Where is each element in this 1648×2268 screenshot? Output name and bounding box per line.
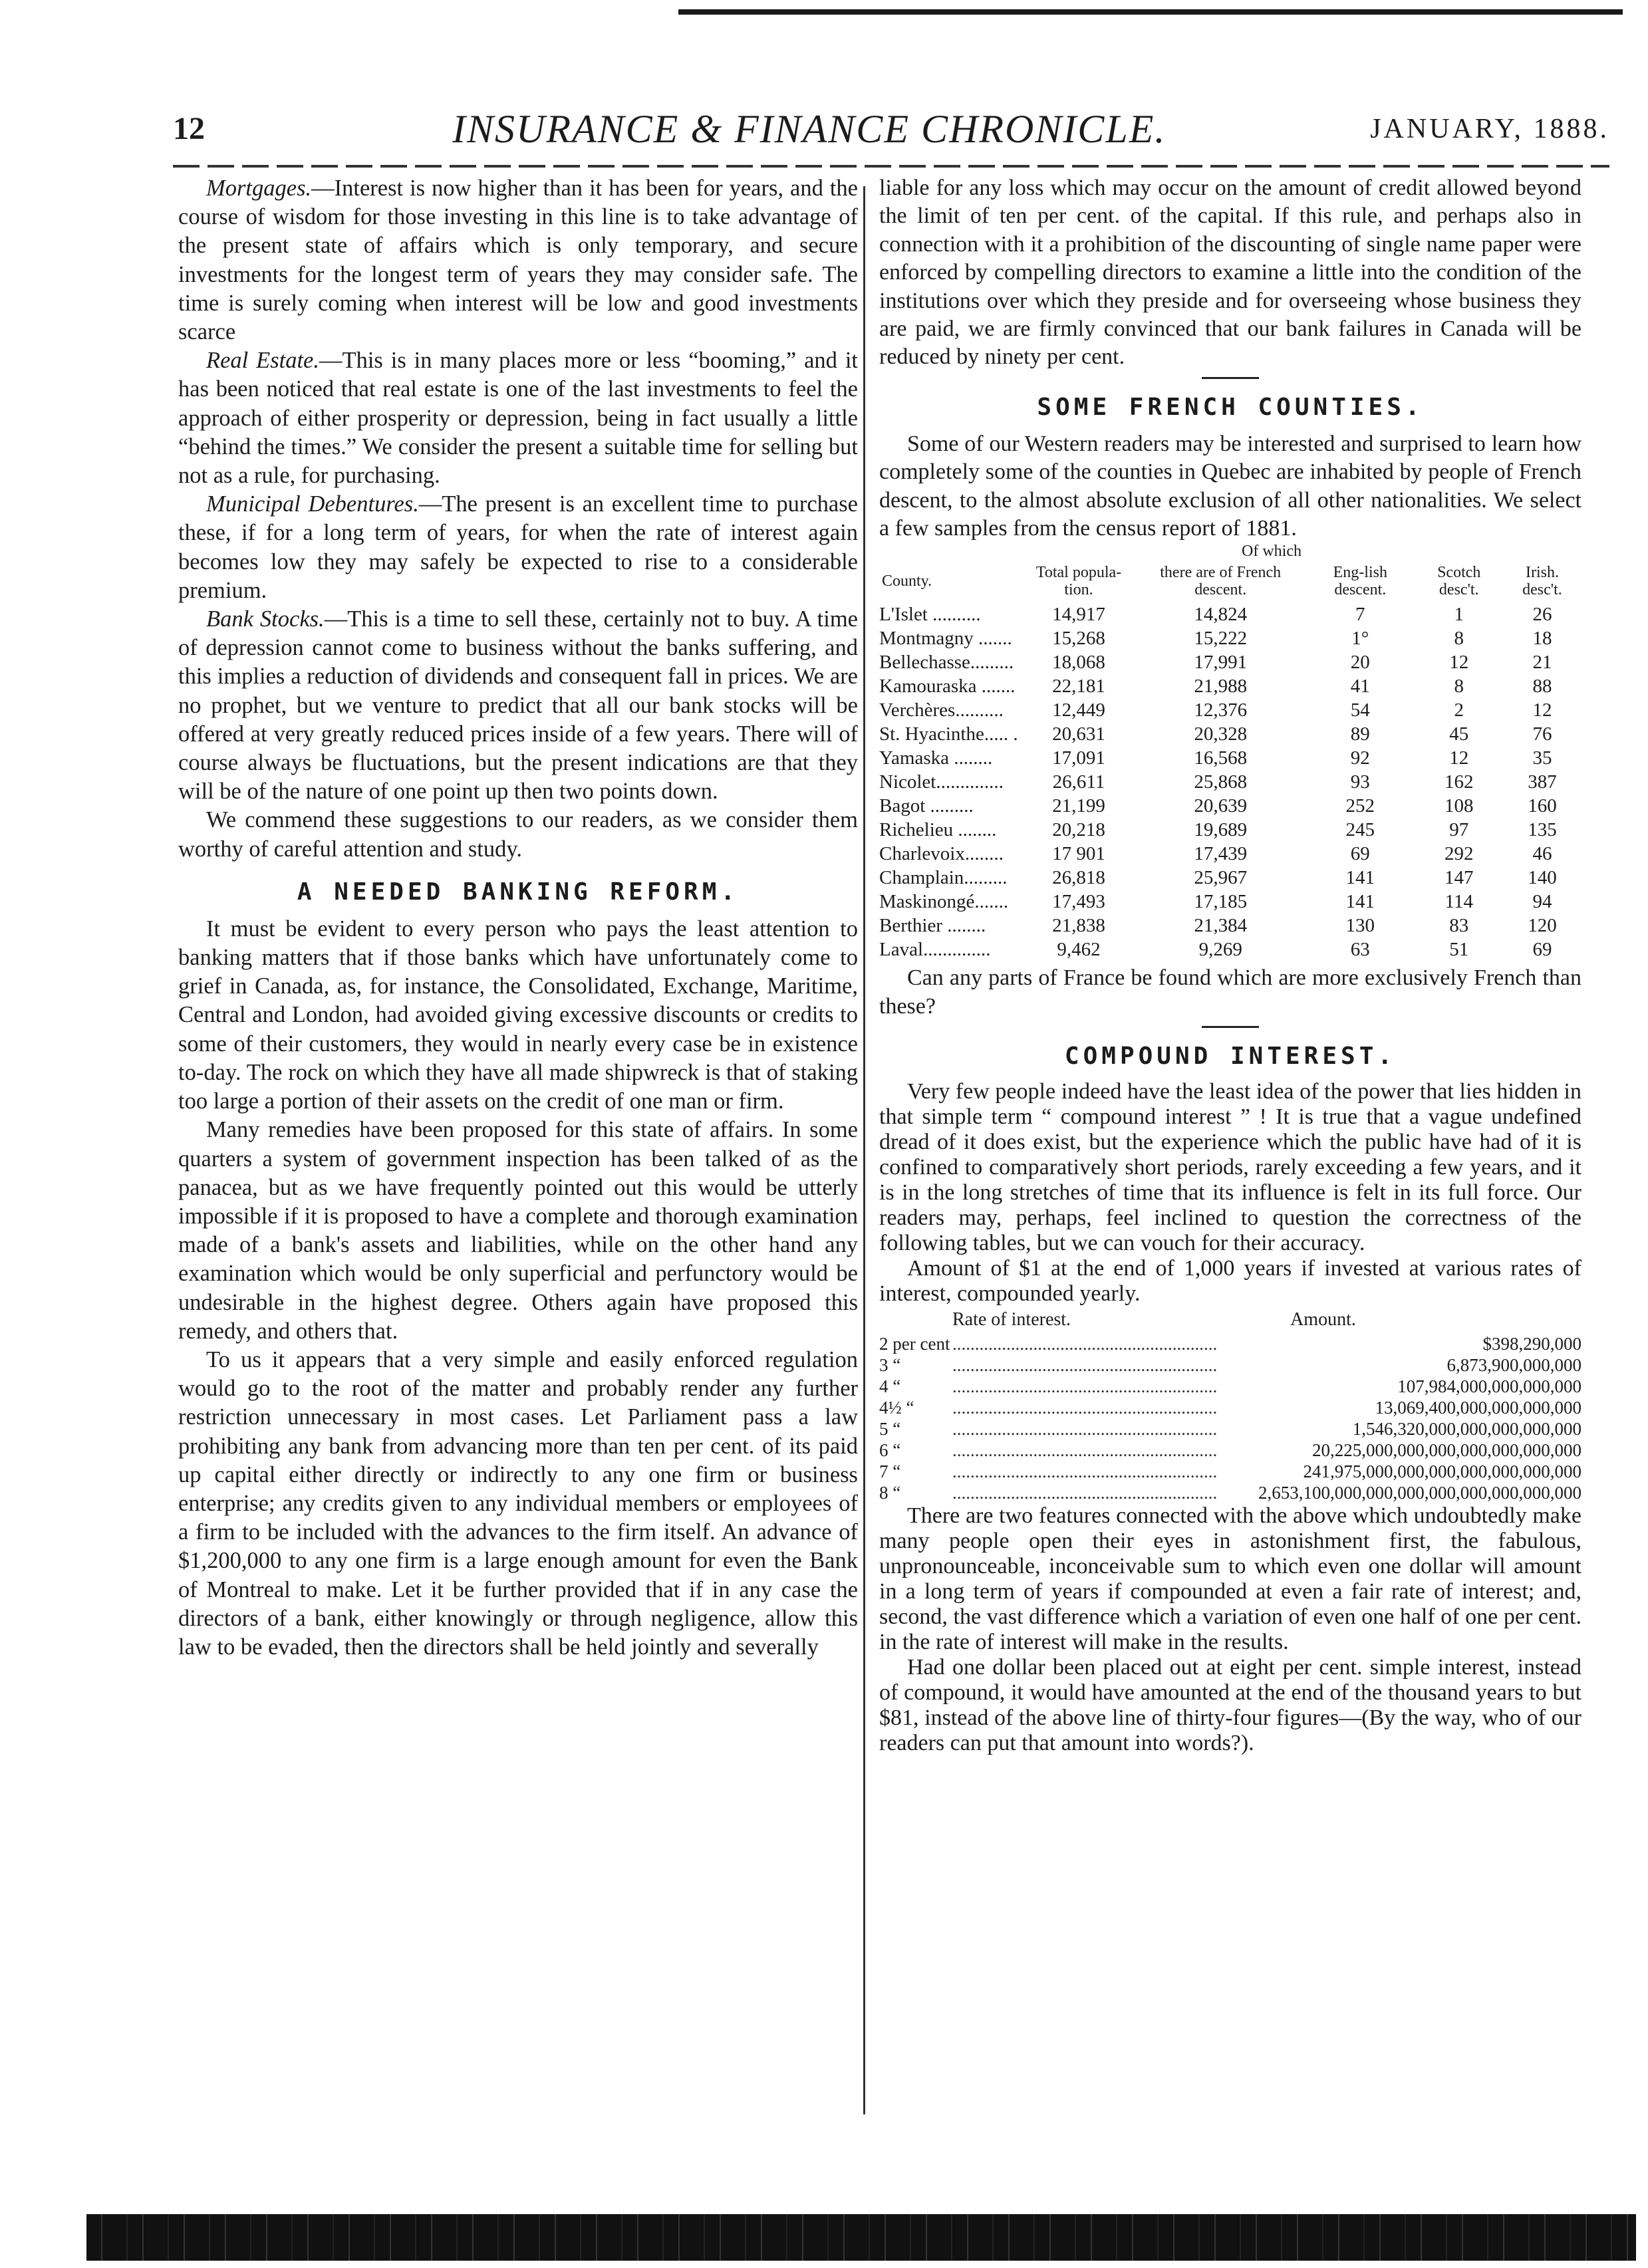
amount-value: 13,069,400,000,000,000,000 (1375, 1398, 1581, 1418)
bank-stocks-text: —This is a time to sell these, certainly not to buy. A time of depression cannot come to business without the banks suffering, and this implies a reduction of dividends and consequent fall in prices. We are no prophet, but we venture to predict that all our bank stocks will be offered at very greatly reduced prices inside of a few years. There will of course always be fluctuations, but the present indications are that they will be of the nature of one point up then two points down. (178, 606, 858, 805)
census-value: 22,181 (1052, 676, 1105, 697)
compound-paragraph-1: Very few people indeed have the least idea of the power that lies hidden in that simple term “ compound interest ” ! It is true that a vague undefined dread of it does exist, but the experience which the public have had of it is confined to comparatively short periods, rarely exceeding a few years, and it is in the long stretches of time that its influence is felt in its full force. Our readers may, perhaps, feel inclined to question the correctness of the following tables, but we can vouch for their accuracy. (879, 1079, 1581, 1256)
county-name: Montmagny ....... (879, 628, 1012, 650)
census-value: 17,439 (1194, 843, 1248, 865)
census-value: 26 (1532, 604, 1552, 626)
census-value: 162 (1444, 771, 1474, 793)
census-row (879, 914, 1581, 938)
county-name: St. Hyacinthe..... . (879, 723, 1018, 745)
amount-dots: ........................................................... (952, 1398, 1218, 1418)
census-value: 92 (1350, 747, 1370, 769)
census-value: 17,091 (1052, 747, 1105, 769)
census-value: 94 (1532, 891, 1552, 913)
column-divider (863, 186, 865, 2114)
county-name: Verchères.......... (879, 699, 1004, 721)
census-value: 20,218 (1052, 819, 1105, 841)
census-value: 76 (1532, 723, 1552, 745)
compound-paragraph-2: Amount of $1 at the end of 1,000 years if invested at various rates of interest, compounded yearly. (879, 1256, 1581, 1307)
county-name: Bellechasse......... (879, 652, 1014, 674)
census-value: 120 (1528, 915, 1557, 937)
municipal-text: —The present is an excellent time to purchase these, if for a long term of years, for when the rate of interest again becomes low they may safely be expected to rise to a considerable premium. (178, 491, 858, 603)
commend-paragraph: We commend these suggestions to our readers, as we consider them worthy of careful attention and study. (178, 807, 858, 862)
amount-table-header (879, 1309, 1581, 1330)
census-value: 135 (1528, 819, 1557, 841)
census-value: 93 (1350, 771, 1370, 793)
census-value: 21,199 (1052, 795, 1105, 817)
amount-table (879, 1333, 1581, 1503)
mortgages-text: —Interest is now higher than it has been for years, and the course of wisdom for those investing in this line is to take advantage of the present state of affairs which is only temporary, and secure investments for the longest term of years they may consider safe. The time is surely coming when interest will be low and good investments scarce (178, 176, 858, 345)
census-row (879, 770, 1581, 794)
census-value: 20,639 (1194, 795, 1248, 817)
census-row (879, 722, 1581, 746)
census-column-header: Eng-lish descent. (1333, 564, 1387, 599)
rate-header: Rate of interest. (952, 1309, 1071, 1330)
compound-paragraph-4: Had one dollar been placed out at eight per cent. simple interest, instead of compound, it would have amounted at the end of the thousand years to but $81, instead of the above line of thirty-four figures—(By the way, who of our readers can put that amount into words?). (879, 1655, 1581, 1756)
census-column-header: there are of French descent. (1160, 564, 1282, 599)
census-value: 45 (1449, 723, 1469, 745)
amount-row (879, 1333, 1581, 1354)
amount-rate: 4 “ (879, 1376, 901, 1397)
masthead-title: INSURANCE & FINANCE CHRONICLE. (452, 107, 1167, 151)
amount-row (879, 1354, 1581, 1376)
census-value: 26,818 (1052, 867, 1105, 889)
census-value: 20,631 (1052, 723, 1105, 745)
french-intro: Some of our Western readers may be interested and surprised to learn how completely some of the counties in Quebec are inhabited by people of French descent, to the almost absolute exclusion of all other nationalities. We select a few samples from the census report of 1881. (879, 431, 1581, 541)
census-value: 147 (1444, 867, 1474, 889)
amount-row (879, 1440, 1581, 1461)
county-name: Charlevoix........ (879, 843, 1004, 865)
census-value: 21,384 (1194, 915, 1248, 937)
census-column-header: County. (882, 572, 932, 590)
census-value: 54 (1350, 699, 1370, 721)
header-rule (173, 165, 1609, 168)
county-name: L'Islet .......... (879, 604, 981, 626)
county-name: Nicolet.............. (879, 771, 1004, 793)
census-value: 25,868 (1194, 771, 1248, 793)
census-value: 69 (1350, 843, 1370, 865)
amount-value: $398,290,000 (1482, 1334, 1581, 1354)
census-value: 160 (1528, 795, 1557, 817)
census-value: 114 (1444, 891, 1473, 913)
french-counties-heading: SOME FRENCH COUNTIES. (1037, 393, 1424, 421)
amount-value: 241,975,000,000,000,000,000,000,000 (1303, 1461, 1581, 1482)
county-name: Kamouraska ....... (879, 676, 1016, 697)
bank-stocks-lead: Bank Stocks. (206, 606, 325, 632)
census-value: 9,462 (1057, 939, 1101, 961)
census-value: 12 (1449, 652, 1469, 674)
census-value: 69 (1532, 939, 1552, 961)
amount-rate: 2 per cent (879, 1334, 950, 1354)
county-name: Richelieu ........ (879, 819, 997, 841)
census-value: 46 (1532, 843, 1552, 865)
census-value: 1° (1351, 628, 1369, 650)
section-rule-2 (1202, 1026, 1259, 1028)
census-column-header: Irish. desc't. (1522, 564, 1562, 599)
compound-paragraph-3: There are two features connected with the above which undoubtedly make many people open their eyes in astonishment first, the fabulous, unpronounceable, inconceivable sum to which even one dollar will amount in a long term of years if compounded at even a fair rate of interest; and, second, the vast difference which a variation of even one half of one per cent. in the rate of interest will make in the results. (879, 1503, 1581, 1655)
amount-dots: ........................................................... (952, 1483, 1218, 1503)
census-value: 35 (1532, 747, 1552, 769)
census-value: 245 (1345, 819, 1375, 841)
amount-dots: ........................................................... (952, 1355, 1218, 1376)
amount-dots: ........................................................... (952, 1376, 1218, 1397)
census-value: 26,611 (1052, 771, 1105, 793)
amount-value: 1,546,320,000,000,000,000,000 (1352, 1419, 1581, 1440)
amount-dots: ........................................................... (952, 1440, 1218, 1461)
census-value: 21,838 (1052, 915, 1105, 937)
amount-row (879, 1482, 1581, 1503)
census-column-header: Scotch desc't. (1437, 564, 1481, 599)
amount-row (879, 1376, 1581, 1397)
right-column (879, 174, 1581, 2142)
amount-rate: 4½ “ (879, 1398, 914, 1418)
census-value: 141 (1345, 867, 1375, 889)
page-number: 12 (173, 111, 205, 146)
amount-dots: ........................................................... (952, 1461, 1218, 1482)
census-row (879, 890, 1581, 914)
census-value: 51 (1449, 939, 1469, 961)
census-value: 88 (1532, 676, 1552, 697)
left-column (178, 174, 858, 2142)
census-value: 16,568 (1194, 747, 1248, 769)
census-header-row (879, 564, 1581, 602)
banking-reform-heading: A NEEDED BANKING REFORM. (297, 878, 740, 906)
census-value: 14,917 (1052, 604, 1105, 626)
amount-rate: 8 “ (879, 1483, 901, 1503)
census-row (879, 602, 1581, 626)
census-value: 292 (1444, 843, 1474, 865)
census-row (879, 674, 1581, 698)
amount-value: 2,653,100,000,000,000,000,000,000,000,000 (1258, 1483, 1581, 1503)
census-value: 89 (1350, 723, 1370, 745)
census-value: 108 (1444, 795, 1474, 817)
bank-stocks-paragraph (178, 605, 858, 806)
census-value: 17 901 (1052, 843, 1105, 865)
reform-paragraph-3: To us it appears that a very simple and easily enforced regulation would go to the root of the matter and probably render any further restriction unnecessary in most cases. Let Parliament pass a law prohibiting any bank from advancing more than ten per cent. of its paid up capital either directly or indirectly to any one firm or business enterprise; any credits given to any individual members or employees of a firm to be included with the advances to the firm itself. An advance of $1,200,000 to any one firm is a large enough amount for even the Bank of Montreal to make. Let it be further provided that if in any case the directors of a bank, either knowingly or through negligence, allow this law to be evaded, then the directors shall be held jointly and severally (178, 1346, 858, 1660)
census-value: 25,967 (1194, 867, 1248, 889)
real-estate-paragraph (178, 346, 858, 490)
mortgages-lead: Mortgages. (206, 176, 312, 201)
census-row (879, 626, 1581, 650)
census-value: 17,991 (1194, 652, 1248, 674)
census-value: 15,222 (1194, 628, 1248, 650)
amount-dots: ........................................................... (952, 1334, 1218, 1354)
amount-header: Amount. (1290, 1309, 1356, 1330)
municipal-lead: Municipal Debentures. (206, 491, 419, 517)
census-value: 63 (1350, 939, 1370, 961)
census-value: 15,268 (1052, 628, 1105, 650)
amount-rate: 5 “ (879, 1419, 901, 1440)
census-value: 14,824 (1194, 604, 1248, 626)
census-value: 83 (1449, 915, 1469, 937)
county-name: Berthier ........ (879, 915, 986, 937)
county-name: Laval.............. (879, 939, 991, 961)
amount-value: 6,873,900,000,000 (1446, 1355, 1581, 1376)
reform-continuation: liable for any loss which may occur on the amount of credit allowed beyond the limit of ten per cent. of the capital. If this rule, and perhaps also in connection with it a prohibition of the discounting of single name paper were enforced by compelling directors to examine a little into the condition of the institutions over which they preside and for overseeing whose business they are paid, we are firmly convinced that our bank failures in Canada will be reduced by ninety per cent. (879, 176, 1581, 370)
census-value: 18,068 (1052, 652, 1105, 674)
census-row (879, 746, 1581, 770)
census-value: 252 (1345, 795, 1375, 817)
amount-row (879, 1397, 1581, 1418)
census-value: 19,689 (1194, 819, 1248, 841)
census-row (879, 818, 1581, 842)
census-value: 17,185 (1194, 891, 1248, 913)
census-value: 12,449 (1052, 699, 1105, 721)
amount-row (879, 1461, 1581, 1482)
census-value: 21,988 (1194, 676, 1248, 697)
census-value: 17,493 (1052, 891, 1105, 913)
census-value: 8 (1454, 676, 1464, 697)
census-row (879, 866, 1581, 890)
compound-interest-heading: COMPOUND INTEREST. (1064, 1043, 1397, 1071)
census-row (879, 698, 1581, 722)
amount-row (879, 1418, 1581, 1440)
census-value: 97 (1449, 819, 1469, 841)
census-value: 9,269 (1198, 939, 1242, 961)
census-value: 21 (1532, 652, 1552, 674)
census-row (879, 650, 1581, 674)
census-value: 387 (1528, 771, 1557, 793)
census-row (879, 794, 1581, 818)
amount-rate: 7 “ (879, 1461, 901, 1482)
census-value: 8 (1454, 628, 1464, 650)
reform-paragraph-1: It must be evident to every person who pays the least attention to banking matters that if those banks which have unfortunately come to grief in Canada, as, for instance, the Consolidated, Exchange, Maritime, Central and London, had avoided giving excessive discounts or credits to some of their customers, they would in nearly every case be in existence to-day. The rock on which they have all made shipwreck is that of staking too large a portion of their assets on the credit of one man or firm. (178, 916, 858, 1114)
census-value: 12,376 (1194, 699, 1248, 721)
of-which-label: Of which (1242, 543, 1302, 561)
amount-rate: 6 “ (879, 1440, 901, 1461)
census-value: 20,328 (1194, 723, 1248, 745)
census-row (879, 938, 1581, 961)
bottom-border-rule (86, 2214, 1636, 2261)
census-value: 12 (1532, 699, 1552, 721)
census-value: 18 (1532, 628, 1552, 650)
census-value: 141 (1345, 891, 1375, 913)
section-rule (1202, 377, 1259, 379)
census-value: 130 (1345, 915, 1375, 937)
county-name: Bagot ......... (879, 795, 974, 817)
page-header (173, 106, 1609, 160)
census-value: 41 (1350, 676, 1370, 697)
census-value: 2 (1454, 699, 1464, 721)
real-estate-text: —This is in many places more or less “booming,” and it has been noticed that real estate is one of the last investments to feel the approach of either prosperity or depression, being in fact usually a little “behind the times.” We consider the present a suitable time for selling but not as a rule, for purchasing. (178, 348, 858, 489)
reform-paragraph-2: Many remedies have been proposed for this state of affairs. In some quarters a system of government inspection has been talked of as the panacea, but as we have frequently pointed out this would be utterly impossible if it is proposed to have a complete and thorough examination made of a bank's assets and liabilities, while on the other hand any examination which would be only superficial and perfunctory would be undesirable in the highest degree. Others again have proposed this remedy, and others that. (178, 1117, 858, 1344)
mortgages-paragraph (178, 174, 858, 346)
census-table (879, 564, 1581, 961)
census-column-header: Total popula-tion. (1035, 564, 1122, 599)
county-name: Champlain......... (879, 867, 1008, 889)
county-name: Maskinongé....... (879, 891, 1009, 913)
amount-value: 107,984,000,000,000,000 (1397, 1376, 1581, 1397)
real-estate-lead: Real Estate. (206, 348, 319, 374)
municipal-paragraph (178, 490, 858, 605)
amount-value: 20,225,000,000,000,000,000,000,000 (1312, 1440, 1581, 1461)
census-value: 1 (1454, 604, 1464, 626)
census-value: 20 (1350, 652, 1370, 674)
amount-rate: 3 “ (879, 1355, 901, 1376)
french-question: Can any parts of France be found which are more exclusively French than these? (879, 965, 1581, 1019)
census-value: 7 (1355, 604, 1365, 626)
census-value: 12 (1449, 747, 1469, 769)
census-body (879, 602, 1581, 961)
top-border-rule (678, 9, 1623, 15)
dateline: JANUARY, 1888. (1370, 114, 1609, 144)
census-value: 140 (1528, 867, 1557, 889)
census-row (879, 842, 1581, 866)
county-name: Yamaska ........ (879, 747, 993, 769)
amount-dots: ........................................................... (952, 1419, 1218, 1440)
